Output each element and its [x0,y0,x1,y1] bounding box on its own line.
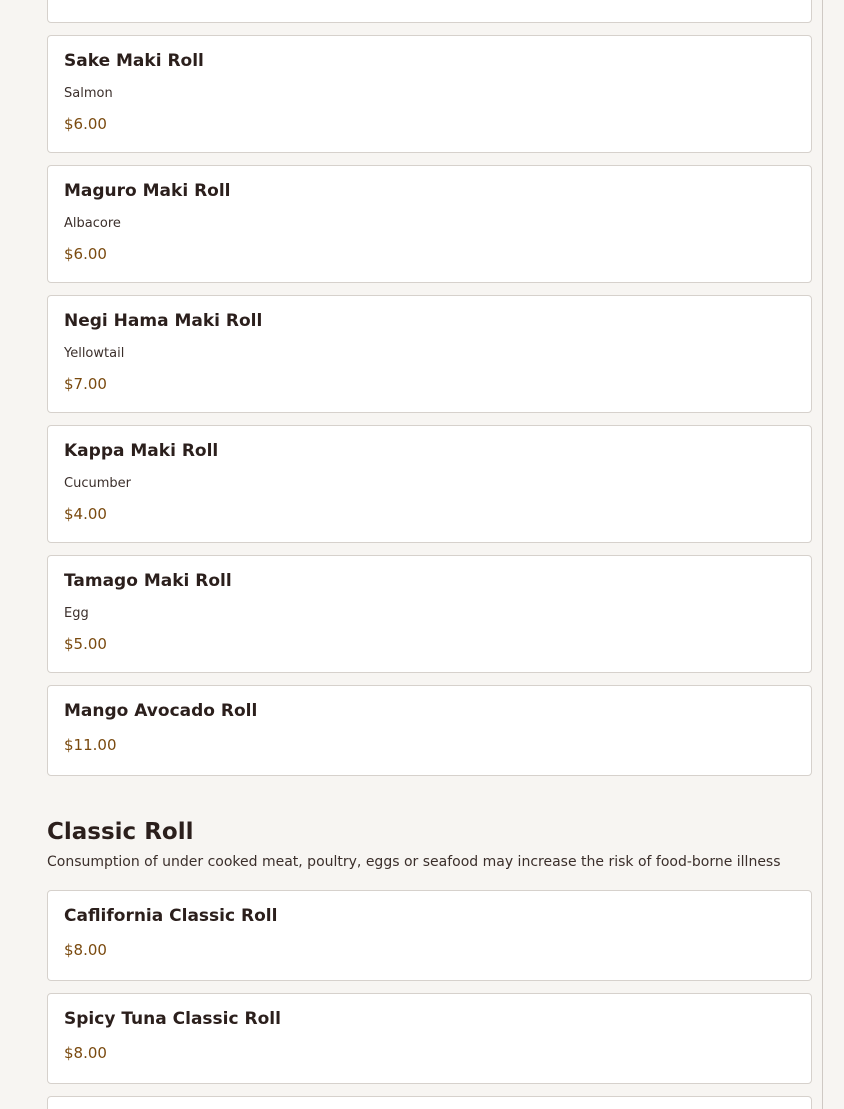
menu-item-description: Egg [64,606,89,621]
menu-item-price: $11.00 [64,736,117,754]
menu-item-card[interactable] [47,890,812,981]
page-right-border [822,0,823,1109]
menu-item-price: $6.00 [64,245,107,263]
menu-item-description: Cucumber [64,476,131,491]
section-note: Consumption of under cooked meat, poultry, eggs or seafood may increase the risk of food-borne illness [47,854,781,870]
menu-content [47,0,812,1109]
menu-item-card[interactable] [47,165,812,283]
menu-item-name: Kappa Maki Roll [64,441,219,461]
menu-item-price: $5.00 [64,635,107,653]
menu-item-price: $6.00 [64,115,107,133]
menu-item-name: Spicy Tuna Classic Roll [64,1009,281,1029]
menu-item-name: Negi Hama Maki Roll [64,311,263,331]
menu-item-description: Albacore [64,216,121,231]
menu-item-card[interactable] [47,295,812,413]
menu-item-name: Maguro Maki Roll [64,181,231,201]
menu-item-card-partial[interactable] [47,0,812,23]
menu-item-price: $4.00 [64,505,107,523]
menu-item-price: $7.00 [64,375,107,393]
menu-item-name: Caflifornia Classic Roll [64,906,278,926]
menu-item-card-partial[interactable] [47,1096,812,1109]
menu-item-name: Tamago Maki Roll [64,571,232,591]
menu-item-card[interactable] [47,35,812,153]
menu-item-price: $8.00 [64,941,107,959]
classic-roll-section [47,818,812,1109]
menu-item-card[interactable] [47,993,812,1084]
section-title: Classic Roll [47,819,194,845]
menu-item-card[interactable] [47,555,812,673]
menu-item-card[interactable] [47,425,812,543]
menu-item-name: Mango Avocado Roll [64,701,258,721]
menu-item-price: $8.00 [64,1044,107,1062]
menu-item-description: Salmon [64,86,113,101]
menu-item-description: Yellowtail [64,346,125,361]
menu-item-name: Sake Maki Roll [64,51,204,71]
menu-item-card[interactable] [47,685,812,776]
